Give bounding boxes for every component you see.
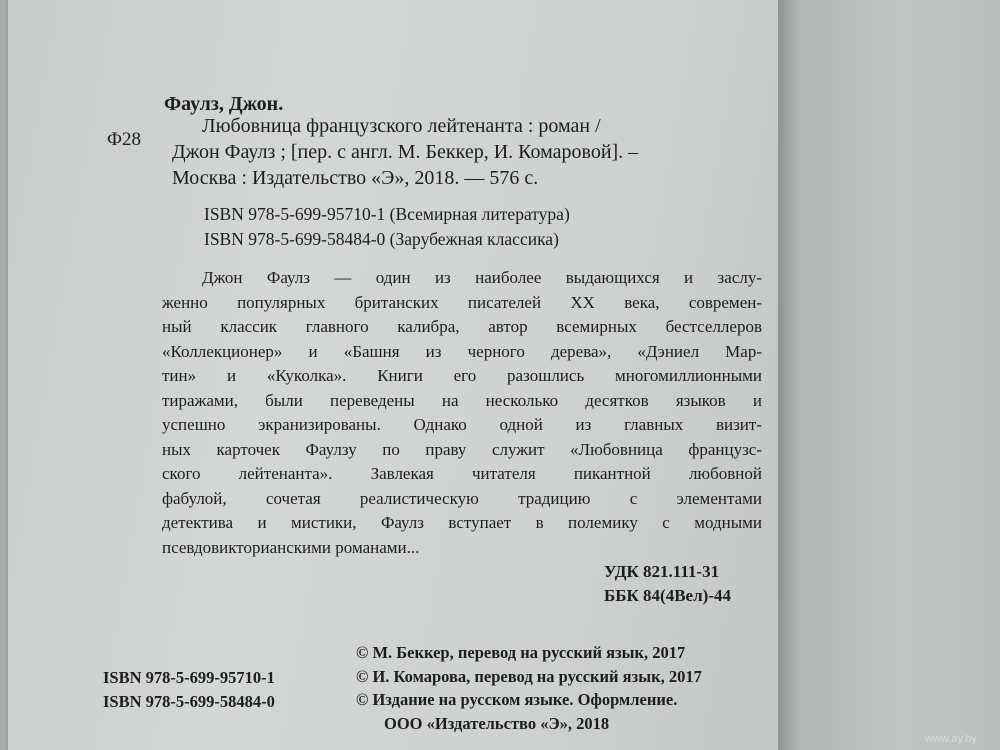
annotation-line: тиражами, были переведены на несколько десятков языков и: [162, 390, 762, 410]
isbn-series-list: [204, 202, 570, 252]
annotation-line: тин» и «Куколка». Книги его разошлись многомиллионными: [162, 366, 762, 385]
watermark: www.ay.by: [925, 733, 977, 745]
copyright-block: [356, 641, 702, 735]
annotation-line: ный классик главного калибра, автор всемирных бестселлеров: [162, 317, 762, 336]
annotation: [162, 266, 762, 560]
copyright-line: © Издание на русском языке. Оформление.: [356, 690, 678, 709]
author-heading: Фаулз, Джон.: [164, 93, 284, 115]
annotation-line: «Коллекционер» и «Башня из черного дерева», «Дэниел Мар-: [162, 341, 762, 361]
annotation-line: ского лейтенанта». Завлекая читателя пикантной любовной: [162, 464, 762, 483]
bbk-index: ББК 84(4Вел)-44: [604, 586, 731, 605]
isbn-line: ISBN 978-5-699-58484-0 (Зарубежная классика): [204, 229, 559, 249]
classification-code: Ф28: [107, 129, 142, 150]
udk-index: УДК 821.111-31: [604, 562, 720, 581]
annotation-line: фабулой, сочетая реалистическую традицию с элементами: [162, 488, 762, 508]
isbn-line: ISBN 978-5-699-95710-1 (Всемирная литература): [204, 204, 570, 224]
annotation-line: ных карточек Фаулзу по праву служит «Любовница французс-: [162, 439, 762, 459]
book-gutter: [778, 0, 800, 750]
annotation-line: детектива и мистики, Фаулз вступает в полемику с модными: [162, 513, 762, 532]
bibliographic-description: [172, 113, 638, 191]
right-page: [798, 0, 1000, 750]
description-line: Джон Фаулз ; [пер. с англ. М. Беккер, И. Комаровой]. –: [172, 141, 639, 163]
classification-indices: [604, 560, 731, 608]
copyright-line: © М. Беккер, перевод на русский язык, 2017: [356, 643, 686, 662]
annotation-line: Джон Фаулз — один из наиболее выдающихся и заслу-: [202, 268, 762, 287]
copyright-line: ООО «Издательство «Э», 2018: [384, 713, 610, 733]
description-line: Любовница французского лейтенанта : роман /: [202, 115, 601, 137]
copyright-line: © И. Комарова, перевод на русский язык, 2017: [356, 666, 702, 686]
isbn-number: ISBN 978-5-699-58484-0: [103, 692, 275, 711]
isbn-number: ISBN 978-5-699-95710-1: [103, 668, 275, 687]
description-line: Москва : Издательство «Э», 2018. — 576 с.: [172, 167, 539, 189]
annotation-line: женно популярных британских писателей XX века, современ-: [162, 292, 762, 312]
annotation-line: успешно экранизированы. Однако одной из главных визит-: [162, 415, 762, 434]
annotation-line: псевдовикторианскими романами...: [162, 537, 420, 557]
isbn-block: [103, 666, 275, 714]
